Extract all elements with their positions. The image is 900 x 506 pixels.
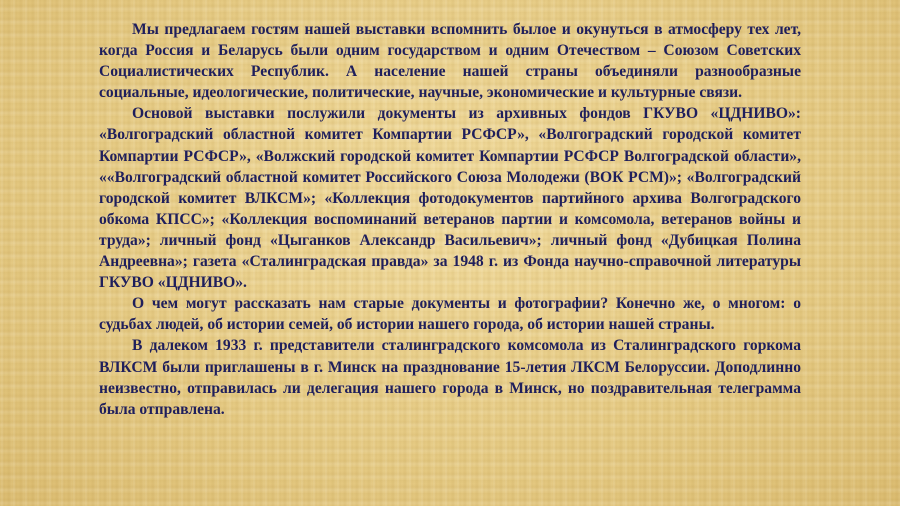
paragraph-intro: Мы предлагаем гостям нашей выставки вспомнить былое и окунуться в атмосферу тех лет, когда Россия и Беларусь были одним государством и одним Отечеством – Союзом Советских Социалистических Республик. А население нашей страны объединяли разнообразные социальные, идеологические, политические, научные, экономические и культурные связи.	[99, 21, 801, 102]
paragraph-history: В далеком 1933 г. представители сталинградского комсомола из Сталинградского горкома ВЛКСМ были приглашены в г. Минск на празднование 15-летия ЛКСМ Белоруссии. Доподлинно неизвестно, отправилась ли делегация нашего города в Минск, но поздравительная телеграмма была отправлена.	[99, 337, 801, 418]
paragraph-sources: Основой выставки послужили документы из архивных фондов ГКУВО «ЦДНИВО»: «Волгоградский областной комитет Компартии РСФСР», «Волгоградский городской комитет Компартии РСФСР», «Волжский городской комитет Компартии РСФСР Волгоградской области», ««Волгоградский областной комитет Российского Союза Молодежи (ВОК РСМ)»; «Волгоградский городской комитет ВЛКСМ»; «Коллекция фотодокументов партийного архива Волгоградского обкома КПСС»; «Коллекция воспоминаний ветеранов партии и комсомола, ветеранов войны и труда»; личный фонд «Цыганков Александр Васильевич»; личный фонд «Дубицкая Полина Андреевна»; газета «Сталинградская правда» за 1948 г. из Фонда научно-справочной литературы ГКУВО «ЦДНИВО».	[99, 105, 801, 292]
text-block	[99, 19, 801, 420]
paragraph-question: О чем могут рассказать нам старые документы и фотографии? Конечно же, о многом: о судьбах людей, об истории семей, об истории нашего города, об истории нашей страны.	[99, 295, 801, 334]
